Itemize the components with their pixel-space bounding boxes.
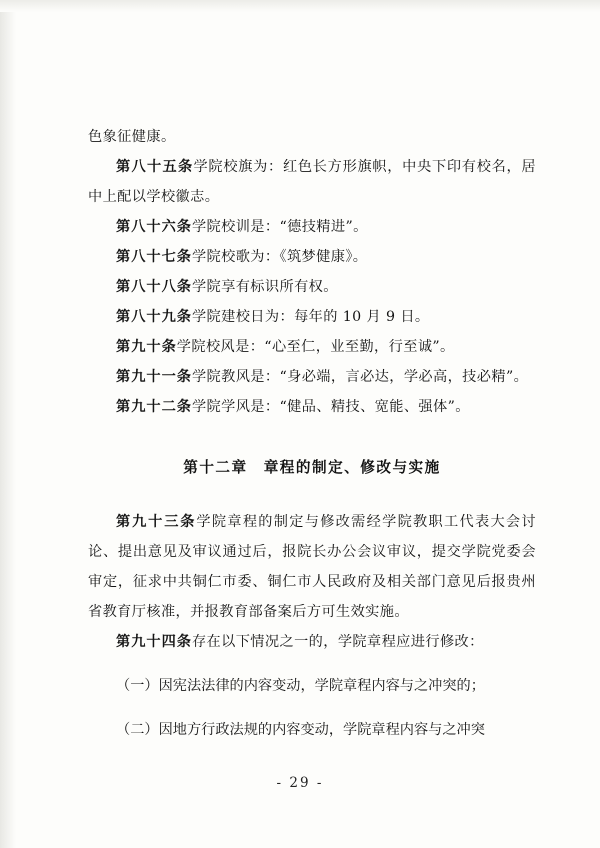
article-paragraph [88,212,536,242]
article-label: 第九十三条 [116,514,197,530]
article-label: 第八十七条 [116,249,192,265]
article-label: 第九十一条 [116,369,192,385]
article-paragraph [88,362,536,392]
scan-edge-top [0,0,600,12]
article-paragraph [88,272,536,302]
article-label: 第八十八条 [116,279,192,295]
article-paragraph [88,302,536,332]
article-text: 学院教风是：“身必端，言必达，学必高，技必精”。 [191,369,529,385]
article-paragraph [88,242,536,272]
article-text: 学院校风是：“心至仁，业至勤，行至诚”。 [176,339,455,355]
article-label: 第八十五条 [116,159,194,175]
list-item: （一）因宪法法律的内容变动，学院章程内容与之冲突的； [116,678,485,695]
list-item: （二）因地方行政法规的内容变动，学院章程内容与之冲突 [116,722,485,739]
article-text: 学院享有标识所有权。 [191,279,338,295]
article-text: 存在以下情况之一的，学院章程应进行修改： [191,634,484,650]
article-text: 学院校旗为：红色长方形旗帜，中央下印有校名，居中上配以学校徽志。 [88,159,536,205]
page-number: - 29 - [276,775,324,791]
article-paragraph [88,627,536,657]
article-text: 学院建校日为：每年的 10 月 9 日。 [191,309,430,325]
article-text: 学院章程的制定与修改需经学院教职工代表大会讨论、提出意见及审议通过后，报院长办公会议审议，提交学院党委会审定，征求中共铜仁市委、铜仁市人民政府及相关部门意见后报贵州省教育厅核准，并报教育部备案后方可生效实施。 [88,514,536,620]
chapter-heading: 第十二章 章程的制定、修改与实施 [183,459,441,476]
article-label: 第九十二条 [116,399,192,415]
article-paragraph [88,332,536,362]
article-paragraph [88,392,536,422]
page-content [88,122,536,760]
article-label: 第八十六条 [116,219,192,235]
article-paragraph [88,152,536,212]
article-label: 第九十条 [116,339,177,355]
article-text: 学院校歌为：《筑梦健康》。 [191,249,368,265]
article-text: 学院校训是：“德技精进”。 [191,219,368,235]
article-text: 学院学风是：“健品、精技、宽能、强体”。 [191,399,470,415]
scan-edge-left [0,0,16,848]
article-paragraph [88,507,536,627]
opening-fragment: 色象征健康。 [88,129,176,145]
article-label: 第九十四条 [116,634,192,650]
article-label: 第八十九条 [116,309,192,325]
